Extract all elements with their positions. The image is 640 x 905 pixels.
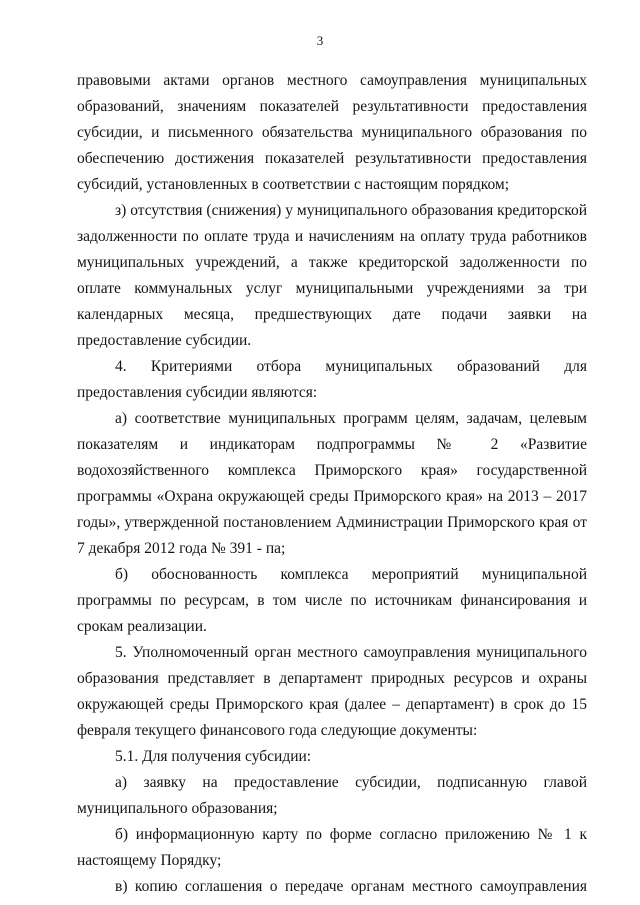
paragraph-item-a-criteria: а) соответствие муниципальных программ целям, задачам, целевым показателям и индикаторам подпрограммы № 2 «Развитие водохозяйственного комплекса Приморского края» государственной программы «Охрана окружающей среды Приморского края» на 2013 – 2017 годы», утвержденной постановлением Администрации Приморского края от 7 декабря 2012 года № 391 - па;: [77, 410, 587, 557]
paragraph-item-z: з) отсутствия (снижения) у муниципального образования кредиторской задолженности по оплате труда и начислениям на оплату труда работников муниципальных учреждений, а также кредиторской задолженности по оплате коммунальных услуг муниципальными учреждениями за три календарных месяца, предшествующих дате подачи заявки на предоставление субсидии.: [77, 202, 587, 349]
page-number: 3: [316, 33, 324, 48]
paragraph-item-b-info-card: б) информационную карту по форме согласно приложению № 1 к настоящему Порядку;: [77, 826, 587, 869]
paragraph-continuation: правовыми актами органов местного самоуправления муниципальных образований, значениям показателей результативности предоставления субсидии, и письменного обязательства муниципального образования по обеспечению достижения показателей результативности предоставления субсидий, установленных в соответствии с настоящим порядком;: [77, 72, 587, 193]
paragraph-item-a-application: а) заявку на предоставление субсидии, подписанную главой муниципального образования;: [77, 774, 587, 817]
paragraph-section-4: 4. Критериями отбора муниципальных образований для предоставления субсидии являются:: [77, 358, 587, 401]
paragraph-item-v-agreement: в) копию соглашения о передаче органам местного самоуправления: [115, 878, 587, 895]
paragraph-section-5: 5. Уполномоченный орган местного самоуправления муниципального образования представляет в департамент природных ресурсов и охраны окружающей среды Приморского края (далее – департамент) в срок до 15 февраля текущего финансового года следующие документы:: [77, 644, 587, 739]
document-body: [77, 68, 587, 900]
paragraph-item-b-criteria: б) обоснованность комплекса мероприятий муниципальной программы по ресурсам, в том числе по источникам финансирования и срокам реализации.: [77, 566, 587, 635]
paragraph-section-5-1: 5.1. Для получения субсидии:: [115, 748, 312, 765]
